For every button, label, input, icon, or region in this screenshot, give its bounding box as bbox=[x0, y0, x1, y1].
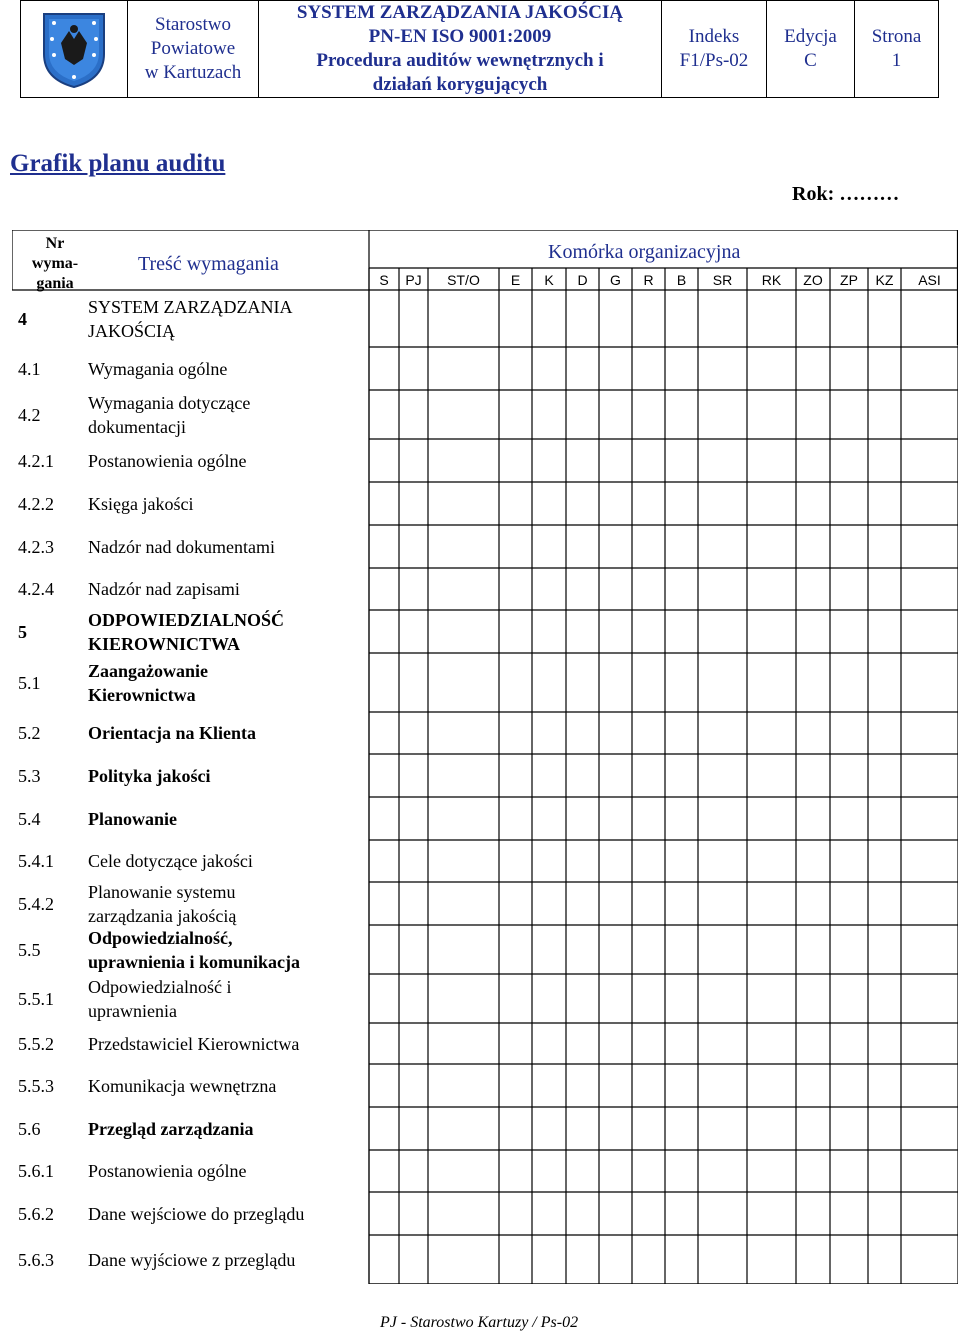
requirement-number: 5.5.3 bbox=[18, 1075, 54, 1096]
department-r: R bbox=[643, 272, 654, 288]
requirement-text: SYSTEM ZARZĄDZANIA bbox=[88, 296, 293, 317]
document-header bbox=[20, 0, 939, 98]
coat-of-arms-logo bbox=[39, 9, 109, 89]
requirement-number: 5.6.2 bbox=[18, 1203, 54, 1224]
system-title-line: Procedura auditów wewnętrznych i bbox=[316, 50, 604, 71]
requirement-number: 4.2.1 bbox=[18, 450, 54, 471]
department-zo: ZO bbox=[803, 272, 823, 288]
office-line: w Kartuzach bbox=[144, 62, 242, 83]
requirement-text: Komunikacja wewnętrzna bbox=[88, 1075, 277, 1096]
index-cell bbox=[662, 1, 767, 97]
requirement-number: 5.3 bbox=[18, 765, 41, 786]
year-field: Rok: ……… bbox=[792, 183, 900, 205]
header-nr-line: wyma- bbox=[31, 255, 79, 272]
requirement-text: Księga jakości bbox=[88, 493, 194, 514]
index-label: Indeks bbox=[688, 26, 740, 47]
requirement-number: 5.4.2 bbox=[18, 893, 54, 914]
audit-plan-table bbox=[12, 230, 958, 1284]
requirement-text: Odpowiedzialność i bbox=[88, 976, 232, 997]
requirement-number: 4 bbox=[18, 308, 27, 329]
document-title: Grafik planu auditu bbox=[10, 150, 226, 177]
department-e: E bbox=[510, 272, 521, 288]
page-value: 1 bbox=[891, 50, 902, 71]
department-rk: RK bbox=[761, 272, 782, 288]
department-sr: SR bbox=[712, 272, 733, 288]
requirement-number: 5 bbox=[18, 621, 27, 642]
requirement-number: 5.1 bbox=[18, 672, 41, 693]
requirement-number: 5.5.2 bbox=[18, 1033, 54, 1054]
logo-cell bbox=[21, 1, 128, 97]
requirement-text: zarządzania jakością bbox=[88, 905, 237, 926]
requirement-text: Cele dotyczące jakości bbox=[88, 851, 253, 871]
system-title-line: działań korygujących bbox=[372, 74, 548, 95]
requirement-text: Odpowiedzialność, bbox=[88, 927, 233, 948]
requirement-number: 5.6.1 bbox=[18, 1161, 54, 1181]
requirement-text: Planowanie systemu bbox=[88, 881, 236, 902]
requirement-text: Dane wyjściowe z przeglądu bbox=[88, 1249, 296, 1270]
requirement-text: uprawnienia bbox=[88, 1000, 177, 1021]
requirement-number: 4.1 bbox=[18, 358, 41, 379]
requirement-text: KIEROWNICTWA bbox=[88, 633, 241, 654]
edition-value: C bbox=[804, 50, 817, 71]
department-b: B bbox=[676, 272, 687, 288]
requirement-number: 4.2 bbox=[18, 404, 41, 425]
requirement-text: Postanowienia ogólne bbox=[88, 450, 247, 471]
header-nr-line: Nr bbox=[45, 235, 65, 252]
header-units: Komórka organizacyjna bbox=[548, 241, 741, 263]
page-footer: PJ - Starostwo Kartuzy / Ps-02 bbox=[380, 1314, 579, 1331]
requirement-text: Zaangażowanie bbox=[88, 660, 209, 681]
requirement-text: Wymagania ogólne bbox=[88, 358, 228, 379]
requirement-text: Wymagania dotyczące bbox=[88, 392, 251, 413]
department-asi: ASI bbox=[918, 272, 941, 288]
office-line: Powiatowe bbox=[150, 38, 236, 59]
requirement-number: 5.2 bbox=[18, 723, 41, 743]
requirement-number: 5.4.1 bbox=[18, 851, 54, 871]
system-title bbox=[259, 1, 662, 97]
department-g: G bbox=[610, 272, 621, 288]
requirement-number: 5.5.1 bbox=[18, 988, 54, 1009]
requirement-text: Planowanie bbox=[88, 808, 178, 829]
system-title-line: SYSTEM ZARZĄDZANIA JAKOŚCIĄ bbox=[296, 2, 624, 23]
header-nr bbox=[30, 234, 80, 294]
department-s: S bbox=[379, 272, 389, 288]
requirement-text: JAKOŚCIĄ bbox=[88, 320, 176, 341]
department-k: K bbox=[544, 272, 554, 288]
edition-label: Edycja bbox=[784, 26, 837, 47]
requirement-text: Nadzór nad zapisami bbox=[88, 579, 240, 599]
requirement-text: Postanowienia ogólne bbox=[88, 1161, 247, 1181]
requirement-number: 4.2.2 bbox=[18, 493, 54, 514]
department-zp: ZP bbox=[840, 272, 858, 288]
header-content: Treść wymagania bbox=[138, 253, 279, 275]
requirement-number: 4.2.4 bbox=[18, 579, 54, 599]
office-line: Starostwo bbox=[155, 14, 231, 35]
department-kz: KZ bbox=[875, 272, 894, 288]
office-name bbox=[128, 1, 259, 97]
header-nr-line: gania bbox=[36, 275, 74, 292]
requirement-number: 4.2.3 bbox=[18, 536, 54, 557]
requirement-text: Polityka jakości bbox=[88, 765, 211, 786]
requirement-text: uprawnienia i komunikacja bbox=[88, 951, 301, 972]
department-pj: PJ bbox=[405, 272, 422, 288]
requirement-text: dokumentacji bbox=[88, 416, 186, 437]
requirement-number: 5.5 bbox=[18, 939, 41, 960]
requirement-text: Kierownictwa bbox=[88, 684, 196, 705]
department-d: D bbox=[577, 272, 588, 288]
requirement-number: 5.4 bbox=[18, 808, 41, 829]
edition-cell bbox=[767, 1, 855, 97]
requirement-text: Nadzór nad dokumentami bbox=[88, 536, 275, 557]
requirement-text: Przegląd zarządzania bbox=[88, 1118, 254, 1139]
requirement-text: Przedstawiciel Kierownictwa bbox=[88, 1033, 300, 1054]
page-cell bbox=[855, 1, 938, 97]
page-label: Strona bbox=[871, 26, 922, 47]
department-st-o: ST/O bbox=[447, 272, 480, 288]
requirement-text: Dane wejściowe do przeglądu bbox=[88, 1203, 305, 1224]
system-title-line: PN-EN ISO 9001:2009 bbox=[368, 26, 552, 47]
requirement-text: Orientacja na Klienta bbox=[88, 723, 256, 743]
requirement-number: 5.6 bbox=[18, 1118, 41, 1139]
index-value: F1/Ps-02 bbox=[679, 50, 749, 71]
requirement-text: ODPOWIEDZIALNOŚĆ bbox=[88, 609, 285, 630]
requirement-number: 5.6.3 bbox=[18, 1249, 54, 1270]
